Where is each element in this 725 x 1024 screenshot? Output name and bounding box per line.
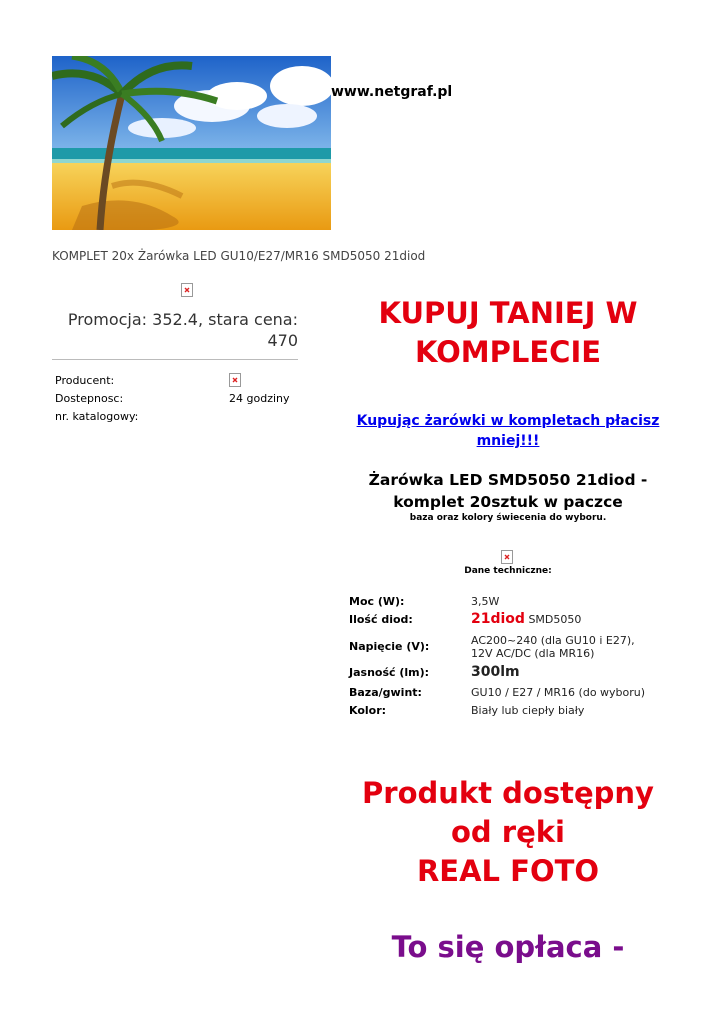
headline: KUPUJ TANIEJ W KOMPLECIE (378, 296, 638, 369)
tech-heading: Dane techniczne: (464, 566, 552, 576)
availability-value: 24 godziny (229, 392, 290, 405)
divider (52, 359, 298, 360)
product-title: KOMPLET 20x Żarówka LED GU10/E27/MR16 SMD5050 21diod (52, 249, 426, 263)
value-banner: To się opłaca - (391, 930, 625, 964)
beach-banner-image (52, 56, 331, 230)
spec-value-line: 12V AC/DC (dla MR16) (471, 647, 595, 660)
promo-price: Promocja: 352.4, stara cena: 470 (67, 310, 298, 350)
spec-label: Jasność (lm): (349, 666, 430, 679)
spec-value: 3,5W (471, 595, 500, 608)
producer-label: Producent: (55, 374, 115, 387)
banner-line: Produkt dostępny (362, 776, 654, 810)
banner-line: od ręki (451, 815, 565, 849)
product-heading: Żarówka LED SMD5050 21diod - komplet 20sztuk w paczce (368, 471, 648, 511)
spec-label: Napięcie (V): (349, 640, 430, 653)
product-subnote: baza oraz kolory świecenia do wyboru. (409, 513, 607, 523)
banner-line: REAL FOTO (416, 854, 600, 888)
broken-image-icon (181, 283, 193, 297)
spec-value: GU10 / E27 / MR16 (do wyboru) (471, 686, 646, 699)
spec-value-wrap (471, 613, 661, 626)
spec-label: Moc (W): (349, 595, 405, 608)
spec-value-suffix: SMD5050 (528, 613, 582, 626)
spec-value: 300lm (471, 664, 520, 680)
availability-banner (348, 774, 668, 891)
site-url: www.netgraf.pl (331, 84, 453, 100)
catalog-number-label: nr. katalogowy: (55, 410, 139, 423)
availability-label: Dostepnosc: (55, 392, 124, 405)
spec-label: Kolor: (349, 704, 387, 717)
spec-label: Baza/gwint: (349, 686, 422, 699)
promo-link[interactable]: Kupując żarówki w kompletach płacisz mniej!!! (356, 413, 660, 449)
spec-value: 21diod (471, 611, 525, 627)
spec-value-line: AC200~240 (dla GU10 i E27), (471, 634, 635, 647)
spec-value-wrap (471, 634, 661, 660)
spec-value: Biały lub ciepły biały (471, 704, 585, 717)
spec-label: Ilość diod: (349, 613, 413, 626)
producer-logo-icon (229, 373, 241, 387)
broken-image-icon (501, 550, 513, 564)
